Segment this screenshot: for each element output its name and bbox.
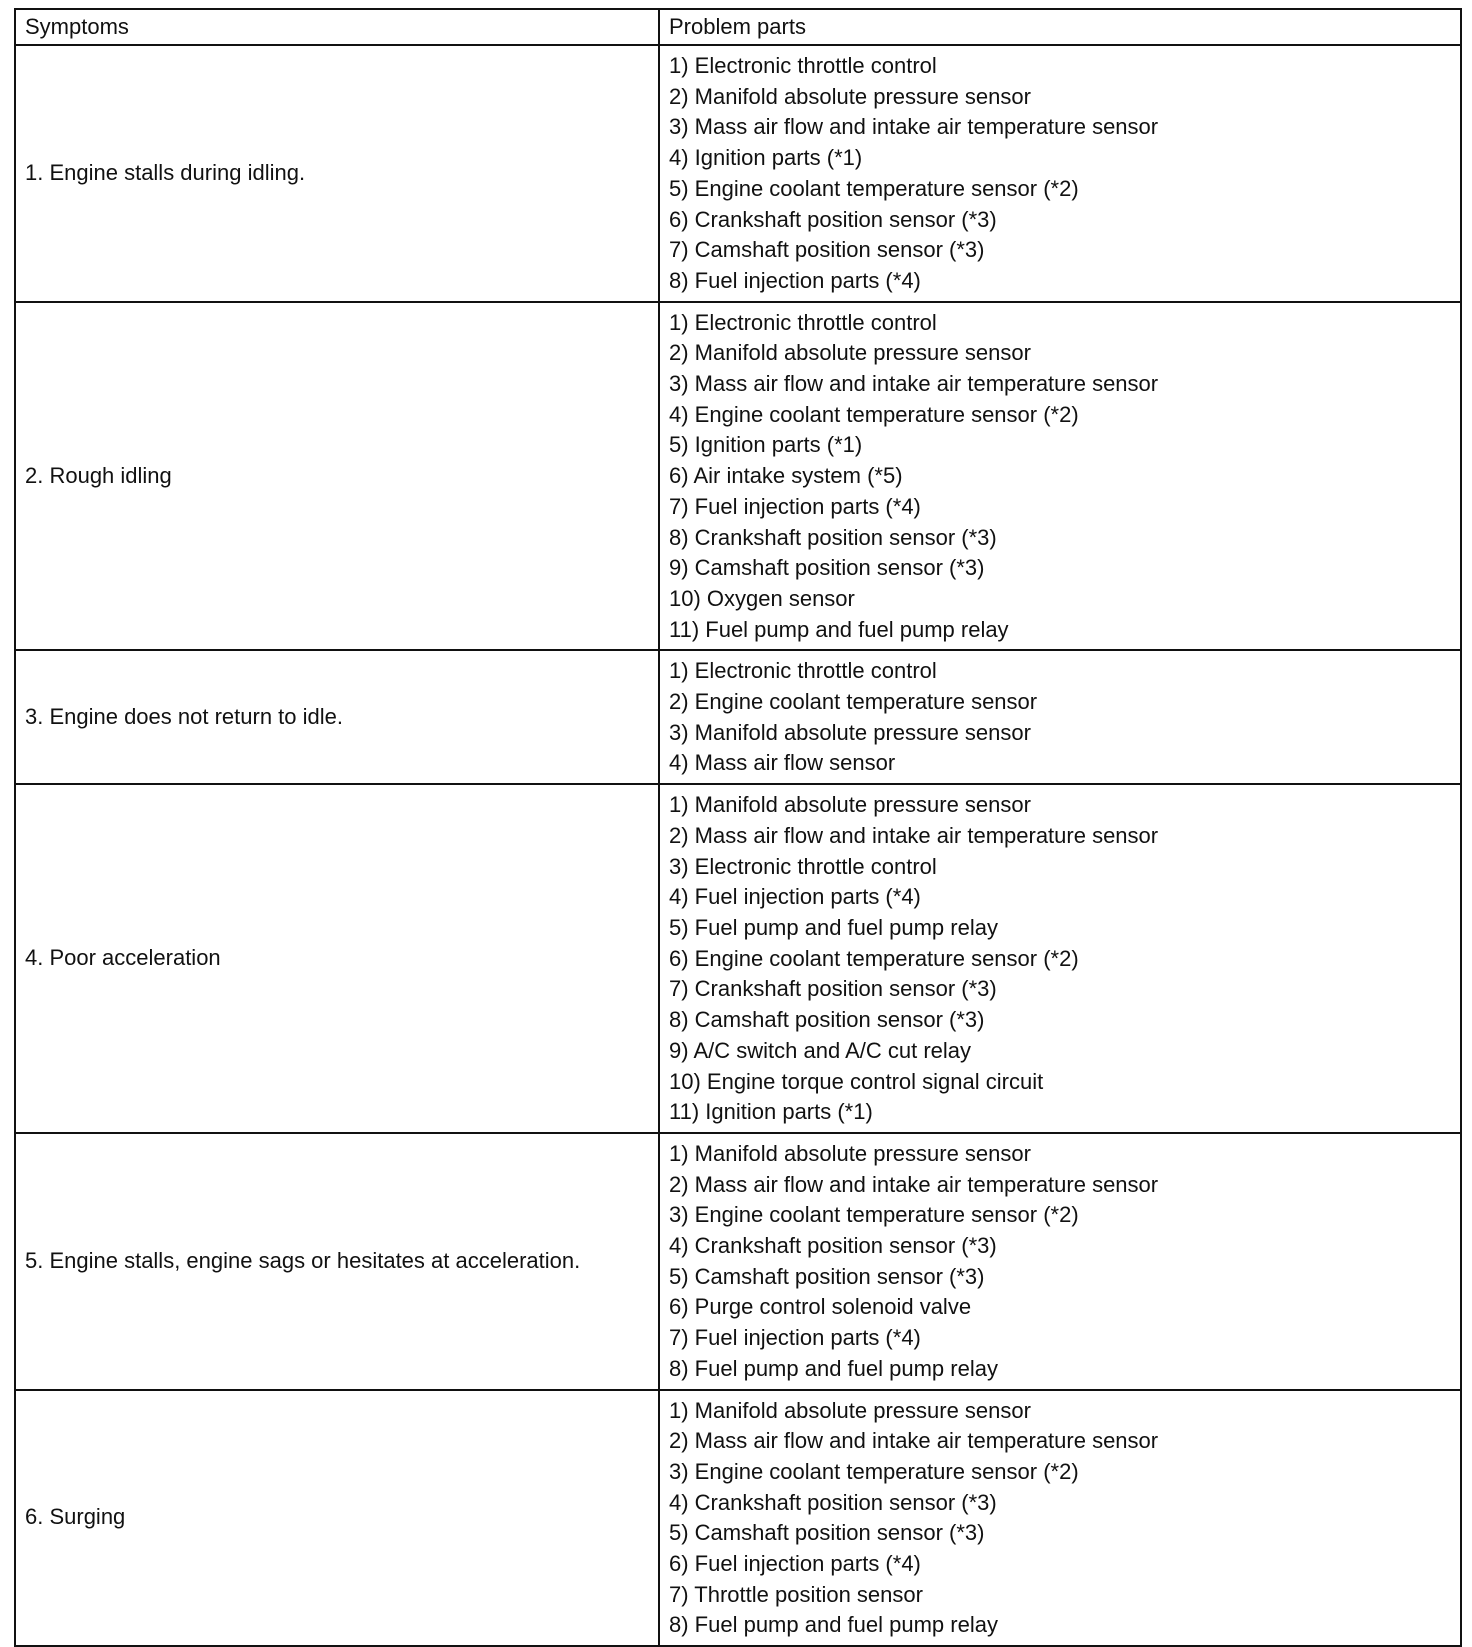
symptom-cell: 4. Poor acceleration <box>15 784 659 1133</box>
problem-part-item: 8) Fuel pump and fuel pump relay <box>669 1612 998 1638</box>
problem-part-item: 5) Ignition parts (*1) <box>669 432 863 458</box>
problem-part-item: 5) Camshaft position sensor (*3) <box>669 1263 985 1289</box>
symptom-cell: 2. Rough idling <box>15 302 659 651</box>
problem-part-item: 1) Electronic throttle control <box>669 658 937 684</box>
header-symptoms: Symptoms <box>15 9 659 45</box>
table-row <box>15 1390 1461 1647</box>
problem-parts-cell <box>659 45 1461 302</box>
problem-part-item: 7) Camshaft position sensor (*3) <box>669 237 985 263</box>
problem-part-item: 4) Fuel injection parts (*4) <box>669 884 921 910</box>
problem-part-item: 1) Manifold absolute pressure sensor <box>669 1140 1031 1166</box>
problem-part-item: 11) Ignition parts (*1) <box>669 1099 873 1125</box>
table-row <box>15 45 1461 302</box>
problem-part-item: 7) Crankshaft position sensor (*3) <box>669 976 997 1002</box>
problem-part-item: 9) A/C switch and A/C cut relay <box>669 1037 972 1063</box>
table-header-row <box>15 9 1461 45</box>
problem-part-item: 7) Throttle position sensor <box>669 1581 923 1607</box>
header-problem-parts: Problem parts <box>659 9 1461 45</box>
problem-part-item: 6) Air intake system (*5) <box>669 463 903 489</box>
problem-part-item: 6) Engine coolant temperature sensor (*2) <box>669 945 1079 971</box>
problem-part-item: 2) Mass air flow and intake air temperature sensor <box>669 1428 1159 1454</box>
problem-part-item: 3) Manifold absolute pressure sensor <box>669 719 1031 745</box>
problem-part-item: 2) Engine coolant temperature sensor <box>669 689 1038 715</box>
problem-part-item: 7) Fuel injection parts (*4) <box>669 1325 921 1351</box>
problem-part-item: 8) Camshaft position sensor (*3) <box>669 1007 985 1033</box>
problem-part-item: 8) Fuel pump and fuel pump relay <box>669 1355 998 1381</box>
problem-part-item: 7) Fuel injection parts (*4) <box>669 493 921 519</box>
problem-parts-cell <box>659 1133 1461 1390</box>
problem-parts-cell <box>659 302 1461 651</box>
problem-part-item: 4) Crankshaft position sensor (*3) <box>669 1489 997 1515</box>
symptom-cell: 1. Engine stalls during idling. <box>15 45 659 302</box>
table-body <box>15 45 1461 1646</box>
problem-part-item: 5) Engine coolant temperature sensor (*2) <box>669 175 1079 201</box>
problem-part-item: 2) Manifold absolute pressure sensor <box>669 340 1031 366</box>
problem-part-item: 6) Fuel injection parts (*4) <box>669 1551 921 1577</box>
symptom-cell: 6. Surging <box>15 1390 659 1647</box>
problem-part-item: 9) Camshaft position sensor (*3) <box>669 555 985 581</box>
problem-parts-cell <box>659 784 1461 1133</box>
problem-part-item: 5) Fuel pump and fuel pump relay <box>669 914 998 940</box>
problem-part-item: 10) Oxygen sensor <box>669 585 855 611</box>
problem-part-item: 1) Manifold absolute pressure sensor <box>669 792 1031 818</box>
table-row <box>15 784 1461 1133</box>
problem-part-item: 2) Manifold absolute pressure sensor <box>669 83 1031 109</box>
problem-part-item: 8) Crankshaft position sensor (*3) <box>669 524 997 550</box>
problem-parts-cell <box>659 1390 1461 1647</box>
problem-part-item: 4) Ignition parts (*1) <box>669 145 863 171</box>
problem-part-item: 2) Mass air flow and intake air temperature sensor <box>669 1171 1159 1197</box>
problem-part-item: 1) Manifold absolute pressure sensor <box>669 1397 1031 1423</box>
symptom-problem-parts-table <box>14 8 1462 1647</box>
problem-part-item: 4) Mass air flow sensor <box>669 750 896 776</box>
problem-part-item: 3) Mass air flow and intake air temperature sensor <box>669 114 1159 140</box>
symptom-cell: 5. Engine stalls, engine sags or hesitates at acceleration. <box>15 1133 659 1390</box>
problem-part-item: 6) Purge control solenoid valve <box>669 1294 972 1320</box>
problem-part-item: 1) Electronic throttle control <box>669 53 937 78</box>
problem-part-item: 10) Engine torque control signal circuit <box>669 1068 1044 1094</box>
symptom-cell: 3. Engine does not return to idle. <box>15 650 659 784</box>
problem-part-item: 2) Mass air flow and intake air temperature sensor <box>669 822 1159 848</box>
problem-part-item: 4) Engine coolant temperature sensor (*2) <box>669 401 1079 427</box>
problem-part-item: 1) Electronic throttle control <box>669 309 937 335</box>
problem-part-item: 3) Engine coolant temperature sensor (*2) <box>669 1202 1079 1228</box>
problem-part-item: 3) Engine coolant temperature sensor (*2) <box>669 1458 1079 1484</box>
problem-part-item: 4) Crankshaft position sensor (*3) <box>669 1233 997 1259</box>
problem-part-item: 6) Crankshaft position sensor (*3) <box>669 206 997 232</box>
problem-part-item: 3) Electronic throttle control <box>669 853 937 879</box>
problem-part-item: 3) Mass air flow and intake air temperature sensor <box>669 371 1159 397</box>
table-row <box>15 1133 1461 1390</box>
table-row <box>15 650 1461 784</box>
table-row <box>15 302 1461 651</box>
problem-parts-cell <box>659 650 1461 784</box>
problem-part-item: 8) Fuel injection parts (*4) <box>669 267 921 293</box>
problem-part-item: 5) Camshaft position sensor (*3) <box>669 1520 985 1546</box>
problem-part-item: 11) Fuel pump and fuel pump relay <box>669 616 1009 642</box>
symptom-table-container <box>14 8 1460 1647</box>
